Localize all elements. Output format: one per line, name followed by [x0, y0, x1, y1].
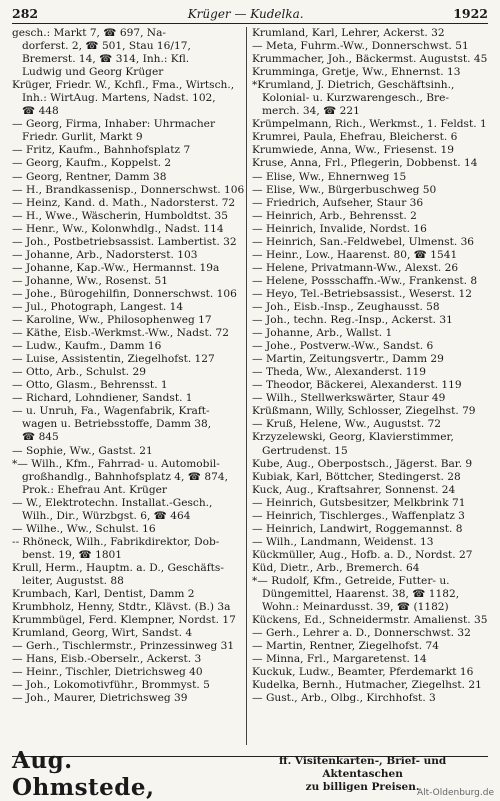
directory-entry-line: Krzyzelewski, Georg, Klavierstimmer, — [252, 431, 454, 444]
watermark: Alt-Oldenburg.de — [416, 788, 494, 798]
directory-entry-line: Gertrudenst. 15 — [262, 444, 348, 457]
directory-entry-line: — Joh., Eisb.-Insp., Zeughausst. 58 — [252, 300, 440, 313]
directory-entry-line: — Georg, Rentner, Damm 38 — [12, 170, 167, 183]
ad-line-2: zu billigen Preisen. — [305, 780, 420, 793]
directory-entry-line: merch. 34, ☎ 221 — [262, 105, 360, 118]
directory-entry-line: gesch.: Markt 7, ☎ 697, Na- — [12, 27, 166, 39]
directory-entry-line: — Hans, Eisb.-Oberselr., Ackerst. 3 — [12, 653, 202, 666]
directory-entry-line: -- Rhöneck, Wilh., Fabrikdirektor, Dob- — [12, 535, 220, 548]
directory-entry-line: Friedr. Gurlit, Markt 9 — [22, 131, 143, 144]
directory-entry-line: — Heinz, Kand. d. Math., Nadorsterst. 72 — [12, 196, 236, 209]
directory-entry-line: — Sophie, Ww., Gastst. 21 — [12, 444, 153, 457]
directory-entry-line: — Heinrich, Landwirt, Roggemannst. 8 — [252, 522, 463, 535]
directory-entry-line: — Heinr., Tischler, Dietrichsweg 40 — [12, 666, 203, 679]
directory-entry-line: — Heyo, Tel.-Betriebsassist., Weserst. 12 — [252, 287, 473, 300]
directory-entry-line: — u. Unruh, Fa., Wagenfabrik, Kraft- — [12, 405, 210, 418]
directory-entry-line: — Johanne, Arb., Nadorsterst. 103 — [12, 248, 198, 261]
directory-entry-line: — Luise, Assistentin, Ziegelhofst. 127 — [12, 353, 215, 366]
directory-entry-line: Krummbügel, Ferd. Klempner, Nordst. 17 — [12, 614, 236, 627]
directory-entry-line: — Käthe, Eisb.-Werkmst.-Ww., Nadst. 72 — [12, 327, 229, 340]
directory-entry-line: Ludwig und Georg Krüger — [22, 66, 164, 79]
directory-entry-line: — Johe., Bürogehilfin, Donnerschwst. 106 — [12, 287, 237, 300]
directory-entry-line: — Wilhe., Ww., Schulst. 16 — [12, 522, 156, 535]
directory-entry-line: — Heinrich, Gutsbesitzer, Melkbrink 71 — [252, 496, 466, 509]
directory-entry-line: — Elise, Ww., Ehnernweg 15 — [252, 170, 407, 183]
directory-entry-line: — Heinrich, Arb., Behrensst. 2 — [252, 209, 417, 222]
directory-entry-line: — Johe., Postverw.-Ww., Sandst. 6 — [252, 340, 434, 353]
directory-entry-line: Prok.: Ehefrau Ant. Krüger — [22, 483, 167, 496]
directory-entry-line: großhandlg., Bahnhofsplatz 4, ☎ 874, — [22, 470, 228, 483]
directory-entry-line: — H., Brandkassenisp., Donnerschwst. 106 — [12, 183, 245, 196]
directory-entry-line: Krumland, Karl, Lehrer, Ackerst. 32 — [252, 27, 445, 39]
directory-entry-line: Krumland, Georg, Wirt, Sandst. 4 — [12, 627, 193, 640]
right-column — [252, 27, 488, 705]
page-title: Krüger — Kudelka. — [187, 7, 304, 21]
directory-entry-line: Krumrei, Paula, Ehefrau, Bleicherst. 6 — [252, 131, 458, 144]
page-number: 282 — [12, 6, 39, 21]
column-divider — [246, 27, 247, 745]
directory-entry-line: Krumbholz, Henny, Stdtr., Klävst. (B.) 3a — [12, 601, 231, 614]
directory-entry-line: leiter, Augustst. 88 — [22, 574, 124, 587]
directory-entry-line: Inh.: WirtAug. Martens, Nadst. 102, — [22, 92, 216, 105]
header-rule — [12, 23, 488, 24]
directory-entry-line: Kube, Aug., Oberpostsch., Jägerst. Bar. 9 — [252, 457, 473, 470]
directory-entry-line: — Gust., Arb., Olbg., Kirchhofst. 3 — [252, 692, 436, 705]
directory-entry-line: — Friedrich, Aufseher, Staur 36 — [252, 196, 424, 209]
directory-entry-line: — Karoline, Ww., Philosophenweg 17 — [12, 314, 212, 327]
directory-entry-line: — W., Elektrotechn. Installat.-Gesch., — [12, 496, 213, 509]
directory-entry-line: — Helene, Privatmann-Ww., Alexst. 26 — [252, 261, 459, 274]
directory-entry-line: dorferst. 2, ☎ 501, Stau 16/17, — [22, 40, 191, 53]
directory-entry-line: — Otto, Arb., Schulst. 29 — [12, 366, 147, 379]
directory-entry-line: Wohn.: Meinardusst. 39, ☎ (1182) — [262, 601, 449, 614]
directory-entry-line: Kubiak, Karl, Böttcher, Stedingerst. 28 — [252, 470, 461, 483]
directory-entry-line: — Minna, Frl., Margaretenst. 14 — [252, 653, 427, 666]
directory-entry-line: Kuck, Aug., Kraftsahrer, Sonnenst. 24 — [252, 483, 456, 496]
directory-entry-line: — Gerh., Tischlermstr., Prinzessinweg 31 — [12, 640, 235, 653]
directory-entry-line: — Heinrich, Tischlerges., Waffenplatz 3 — [252, 509, 465, 522]
directory-entry-line: — Gerh., Lehrer a. D., Donnerschwst. 32 — [252, 627, 471, 640]
directory-entry-line: — Joh., Lokomotivführ., Brommyst. 5 — [12, 679, 210, 692]
directory-entry-line: — Johanne, Ww., Rosenst. 51 — [12, 274, 168, 287]
directory-entry-line: — Joh., techn. Reg.-Insp., Ackerst. 31 — [252, 314, 453, 327]
directory-entry-line: — Theda, Ww., Alexanderst. 119 — [252, 366, 426, 379]
directory-entry-line: Krummacher, Joh., Bäckermst. Augustst. 45 — [252, 53, 488, 66]
directory-entry-line: — Joh., Postbetriebsassist. Lambertist. 32 — [12, 235, 237, 248]
directory-entry-line: Bremerst. 14, ☎ 314, Inh.: Kfl. — [22, 53, 190, 66]
directory-entry-line: benst. 19, ☎ 1801 — [22, 548, 123, 561]
directory-entry-line: Krüger, Friedr. W., Kchfl., Fma., Wirtsch., — [12, 79, 235, 92]
directory-entry-line: — Helene, Possschaffn.-Ww., Frankenst. 8 — [252, 274, 478, 287]
directory-entry-line: — Johanne, Arb., Wallst. 1 — [252, 327, 393, 340]
directory-entry-line: — Heinr., Low., Haarenst. 80, ☎ 1541 — [252, 248, 458, 261]
directory-entry-line: — Georg, Kaufm., Koppelst. 2 — [12, 157, 172, 170]
directory-entry-line: Wilh., Dir., Würzbgst. 6, ☎ 464 — [22, 509, 191, 522]
directory-entry-line: Kückmüller, Aug., Hofb. a. D., Nordst. 27 — [252, 548, 473, 561]
directory-entry-line: — Martin, Rentner, Ziegelhofst. 74 — [252, 640, 439, 653]
directory-entry-line: — Elise, Ww., Bürgerbuschweg 50 — [252, 183, 437, 196]
directory-entry-line: — Heinrich, Invalide, Nordst. 16 — [252, 222, 427, 235]
directory-entry-line: — Theodor, Bäckerei, Alexanderst. 119 — [252, 379, 462, 392]
page-year: 1922 — [453, 6, 488, 21]
left-column — [12, 27, 248, 705]
directory-entry-line: wagen u. Betriebsstoffe, Damm 38, — [22, 418, 212, 431]
directory-entry-line: — Johanne, Kap.-Ww., Hermannst. 19a — [12, 261, 220, 274]
directory-entry-line: — Meta, Fuhrm.-Ww., Donnerschwst. 51 — [252, 40, 469, 53]
directory-entry-line: *— Rudolf, Kfm., Getreide, Futter- u. — [252, 574, 450, 587]
directory-entry-line: Krüßmann, Willy, Schlosser, Ziegelhst. 79 — [252, 405, 476, 418]
directory-entry-line: — Fritz, Kaufm., Bahnhofsplatz 7 — [12, 144, 191, 157]
directory-entry-line: Krümpelmann, Rich., Werkmst., 1. Feldst. 1 — [252, 118, 487, 131]
page-header — [12, 6, 488, 22]
directory-entry-line: Kuckuk, Ludw., Beamter, Pferdemarkt 16 — [252, 666, 474, 679]
directory-entry-line: Düngemittel, Haarenst. 38, ☎ 1182, — [262, 588, 460, 601]
directory-entry-line: Küd, Dietr., Arb., Bremerch. 64 — [252, 561, 420, 574]
directory-entry-line: Kruse, Anna, Frl., Pflegerin, Dobbenst. 14 — [252, 157, 478, 170]
ad-line-1: ff. Visitenkarten-, Brief- und Aktentaschen — [278, 754, 447, 780]
ad-company-name: Aug. Ohmstede, — [12, 747, 155, 801]
directory-entry-line: ☎ 845 — [22, 431, 59, 444]
directory-entry-line: — Heinrich, San.-Feldwebel, Ulmenst. 36 — [252, 235, 475, 248]
directory-entry-line: Kückens, Ed., Schneidermstr. Amalienst. 35 — [252, 614, 488, 627]
directory-entry-line: ☎ 448 — [22, 105, 59, 118]
directory-entry-line: Kolonial- u. Kurzwarengesch., Bre- — [262, 92, 449, 105]
directory-entry-line: — Jul., Photograph, Langest. 14 — [12, 300, 184, 313]
directory-entry-line: — H., Wwe., Wäscherin, Humboldtst. 35 — [12, 209, 228, 222]
directory-entry-line: *Krumland, J. Dietrich, Geschäftsinh., — [252, 79, 455, 92]
directory-entry-line: — Kruß, Helene, Ww., Augustst. 72 — [252, 418, 442, 431]
directory-entry-line: — Martin, Zeitungsvertr., Damm 29 — [252, 353, 444, 366]
directory-entry-line: Kudelka, Bernh., Hutmacher, Ziegelhst. 21 — [252, 679, 482, 692]
directory-entry-line: Krull, Herm., Hauptm. a. D., Geschäfts- — [12, 561, 224, 574]
directory-entry-line: — Ludw., Kaufm., Damm 16 — [12, 340, 162, 353]
directory-entry-line: — Henr., Ww., Kolonwhdlg., Nadst. 114 — [12, 222, 224, 235]
directory-entry-line: — Richard, Lohndiener, Sandst. 1 — [12, 392, 193, 405]
directory-entry-line: — Wilh., Landmann, Weidenst. 13 — [252, 535, 434, 548]
directory-entry-line: Krumminga, Gretje, Ww., Ehnernst. 13 — [252, 66, 461, 79]
directory-entry-line: — Wilh., Stellwerkswärter, Staur 49 — [252, 392, 446, 405]
directory-entry-line: *— Wilh., Kfm., Fahrrad- u. Automobil- — [12, 457, 220, 470]
directory-entry-line: Krumbach, Karl, Dentist, Damm 2 — [12, 588, 195, 601]
directory-entry-line: Krumwiede, Anna, Ww., Friesenst. 19 — [252, 144, 455, 157]
directory-entry-line: — Joh., Maurer, Dietrichsweg 39 — [12, 692, 188, 705]
directory-entry-line: — Otto, Glasm., Behrensst. 1 — [12, 379, 168, 392]
directory-entry-line: — Georg, Firma, Inhaber: Uhrmacher — [12, 118, 216, 131]
